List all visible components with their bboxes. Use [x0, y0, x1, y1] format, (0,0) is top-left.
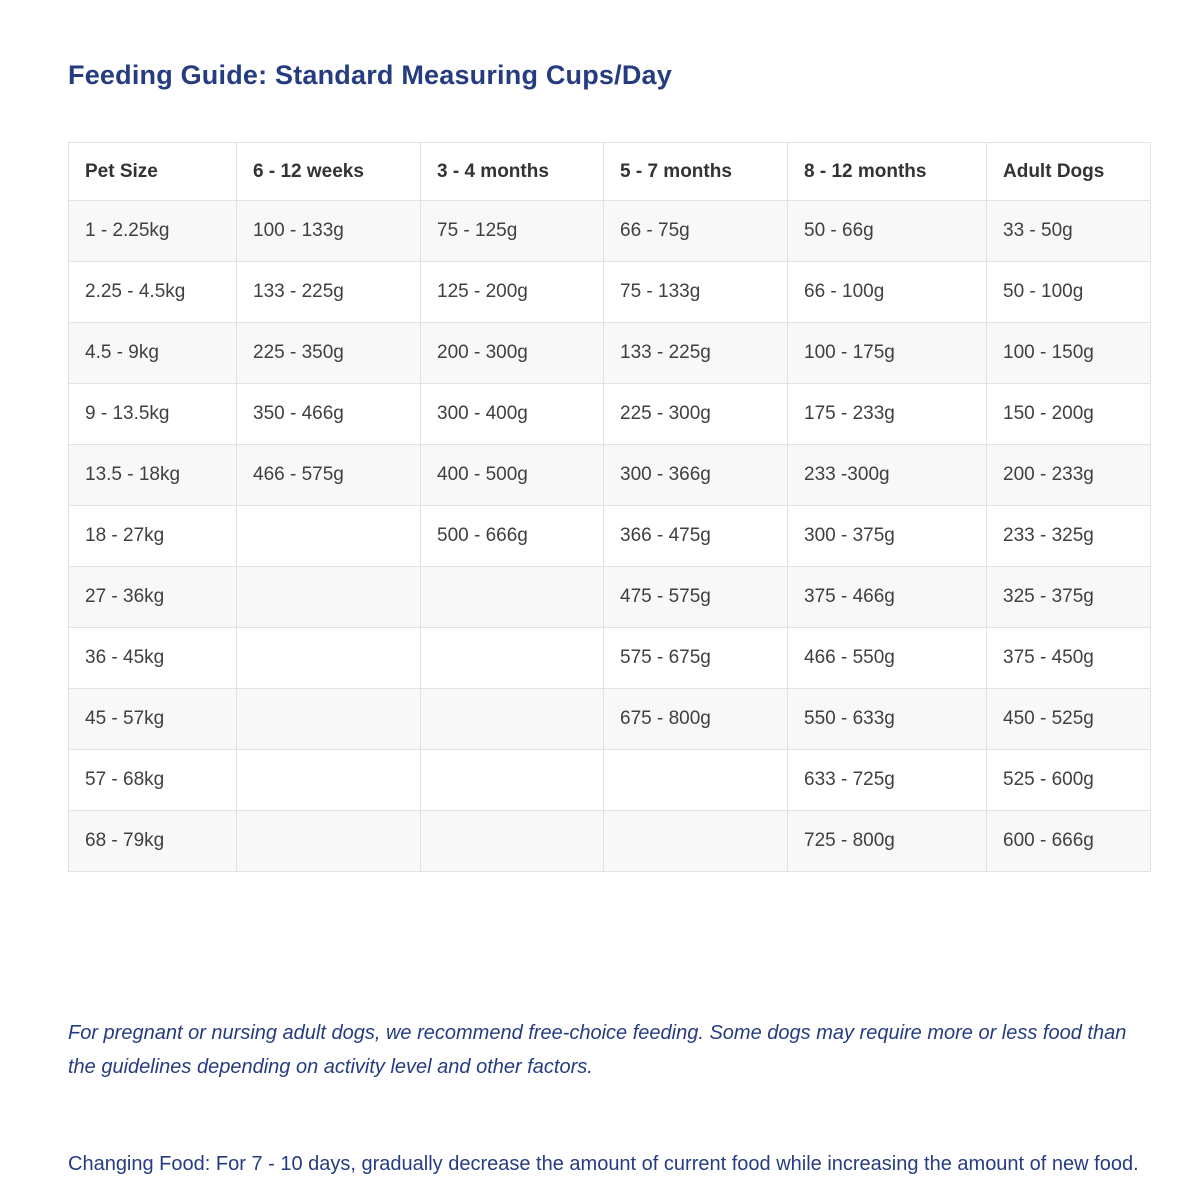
table-cell: 450 - 525g — [987, 689, 1151, 750]
pet-size-cell: 57 - 68kg — [69, 750, 237, 811]
page-title: Feeding Guide: Standard Measuring Cups/Day — [68, 60, 672, 91]
table-row — [69, 506, 1151, 567]
table-cell: 725 - 800g — [788, 811, 987, 872]
table-cell: 150 - 200g — [987, 384, 1151, 445]
table-row — [69, 567, 1151, 628]
table-cell: 466 - 575g — [237, 445, 421, 506]
table-row — [69, 750, 1151, 811]
table-cell: 133 - 225g — [604, 323, 788, 384]
table-cell: 500 - 666g — [421, 506, 604, 567]
table-cell — [421, 567, 604, 628]
table-cell — [237, 750, 421, 811]
table-cell: 200 - 300g — [421, 323, 604, 384]
table-cell: 466 - 550g — [788, 628, 987, 689]
column-header-pet-size: Pet Size — [69, 143, 237, 201]
table-cell: 366 - 475g — [604, 506, 788, 567]
table-header-row — [69, 143, 1151, 201]
table-cell — [237, 567, 421, 628]
table-body — [69, 201, 1151, 872]
table-cell: 66 - 100g — [788, 262, 987, 323]
pet-size-cell: 2.25 - 4.5kg — [69, 262, 237, 323]
table-cell: 233 - 325g — [987, 506, 1151, 567]
pet-size-cell: 9 - 13.5kg — [69, 384, 237, 445]
pet-size-cell: 68 - 79kg — [69, 811, 237, 872]
table-cell: 300 - 400g — [421, 384, 604, 445]
table-cell: 175 - 233g — [788, 384, 987, 445]
pregnant-dogs-note: For pregnant or nursing adult dogs, we recommend free-choice feeding. Some dogs may require more or less food than the guidelines depending on activity level and other factors. — [68, 1022, 1127, 1078]
table-cell: 125 - 200g — [421, 262, 604, 323]
table-cell: 350 - 466g — [237, 384, 421, 445]
column-header-5-7-months: 5 - 7 months — [604, 143, 788, 201]
table-cell — [604, 811, 788, 872]
changing-food-note: Changing Food: For 7 - 10 days, gradually decrease the amount of current food while increasing the amount of new food. — [68, 1153, 1139, 1175]
pet-size-cell: 18 - 27kg — [69, 506, 237, 567]
table-row — [69, 262, 1151, 323]
table-cell: 133 - 225g — [237, 262, 421, 323]
table-row — [69, 384, 1151, 445]
table-cell — [421, 750, 604, 811]
table-cell: 233 -300g — [788, 445, 987, 506]
table-cell: 675 - 800g — [604, 689, 788, 750]
table-row — [69, 445, 1151, 506]
column-header-adult-dogs: Adult Dogs — [987, 143, 1151, 201]
table-cell: 75 - 125g — [421, 201, 604, 262]
pet-size-cell: 1 - 2.25kg — [69, 201, 237, 262]
table-cell: 100 - 175g — [788, 323, 987, 384]
table-cell: 33 - 50g — [987, 201, 1151, 262]
table-cell: 200 - 233g — [987, 445, 1151, 506]
table-row — [69, 811, 1151, 872]
pet-size-cell: 4.5 - 9kg — [69, 323, 237, 384]
table-cell: 300 - 366g — [604, 445, 788, 506]
table-cell — [237, 689, 421, 750]
table-row — [69, 323, 1151, 384]
table-cell: 575 - 675g — [604, 628, 788, 689]
table-cell: 375 - 450g — [987, 628, 1151, 689]
pet-size-cell: 13.5 - 18kg — [69, 445, 237, 506]
table-cell: 100 - 150g — [987, 323, 1151, 384]
table-cell — [421, 628, 604, 689]
table-cell: 525 - 600g — [987, 750, 1151, 811]
table-cell: 400 - 500g — [421, 445, 604, 506]
table-cell: 50 - 66g — [788, 201, 987, 262]
table-cell: 550 - 633g — [788, 689, 987, 750]
table-cell — [237, 628, 421, 689]
table-cell: 225 - 350g — [237, 323, 421, 384]
table-row — [69, 689, 1151, 750]
table-row — [69, 628, 1151, 689]
column-header-6-12-weeks: 6 - 12 weeks — [237, 143, 421, 201]
table-row — [69, 201, 1151, 262]
table-cell: 375 - 466g — [788, 567, 987, 628]
table-cell: 100 - 133g — [237, 201, 421, 262]
table-cell: 325 - 375g — [987, 567, 1151, 628]
table-cell — [421, 689, 604, 750]
table-cell — [421, 811, 604, 872]
table-cell: 75 - 133g — [604, 262, 788, 323]
table-header-row — [69, 143, 1151, 201]
table-cell: 633 - 725g — [788, 750, 987, 811]
pet-size-cell: 27 - 36kg — [69, 567, 237, 628]
table-cell: 66 - 75g — [604, 201, 788, 262]
table-cell — [237, 506, 421, 567]
table-cell: 300 - 375g — [788, 506, 987, 567]
column-header-8-12-months: 8 - 12 months — [788, 143, 987, 201]
table-cell: 225 - 300g — [604, 384, 788, 445]
feeding-guide-table — [68, 142, 1151, 872]
column-header-3-4-months: 3 - 4 months — [421, 143, 604, 201]
table-cell — [604, 750, 788, 811]
table-cell: 50 - 100g — [987, 262, 1151, 323]
table-cell: 475 - 575g — [604, 567, 788, 628]
pet-size-cell: 36 - 45kg — [69, 628, 237, 689]
table-cell — [237, 811, 421, 872]
table-cell: 600 - 666g — [987, 811, 1151, 872]
pet-size-cell: 45 - 57kg — [69, 689, 237, 750]
